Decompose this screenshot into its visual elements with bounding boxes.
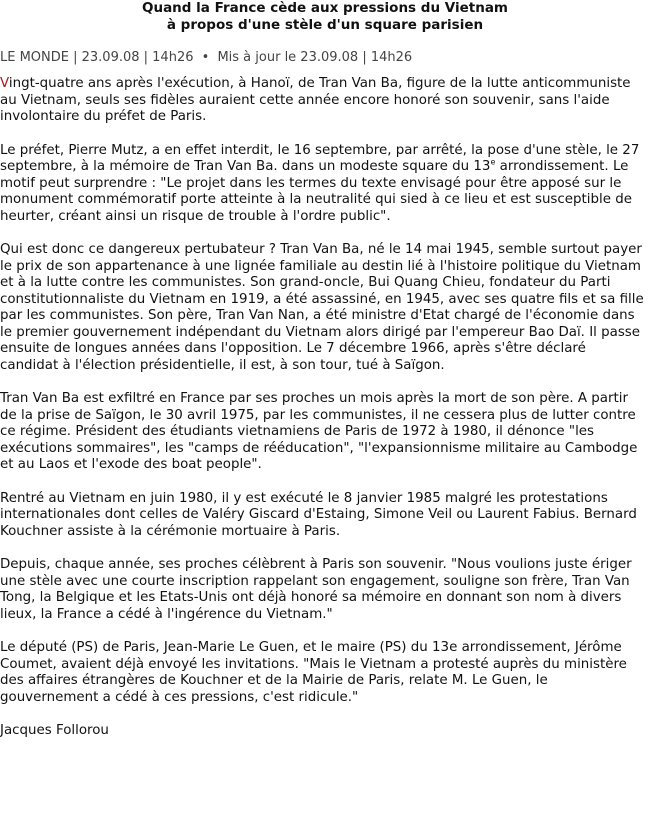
article-headline xyxy=(0,0,650,34)
paragraph-5: Rentré au Vietnam en juin 1980, il y est exécuté le 8 janvier 1985 malgré les protestations internationales dont celles de Valéry Giscard d'Estaing, Simone Veil ou Laurent Fabius. Bernard Kouchner assiste à la cérémonie mortuaire à Paris. xyxy=(0,490,637,539)
paragraph-4: Tran Van Ba est exfiltré en France par ses proches un mois après la mort de son père. A partir de la prise de Saïgon, le 30 avril 1975, par les communistes, il ne cessera plus de lutter contre ce régime. Président des étudiants vietnamiens de Paris de 1972 à 1980, il dénonce "les exécutions sommaires", les "camps de rééducation", "l'expansionnisme militaire au Cambodge et au Laos et l'exode des boat people". xyxy=(0,391,638,472)
paragraph-1 xyxy=(0,76,646,126)
source-dateline: LE MONDE | 23.09.08 | 14h26 xyxy=(0,50,194,65)
paragraph-2-text-a: Le préfet, Pierre Mutz, a en effet interdit, le 16 septembre, par arrêté, la pose d'une stèle, le 27 septembre, à la mémoire de Tran Van Ba. dans un modeste square du 13 xyxy=(0,142,640,174)
paragraph-2 xyxy=(0,143,646,226)
paragraph-2-text-b: arrondissement. Le motif peut surprendre : "Le projet dans les termes du texte envisagé pour être apposé sur le monument commémoratif porte atteinte à la neutralité qui sied à ce lieu et est susceptible de heurter, créant ainsi un risque de trouble à l'ordre public". xyxy=(0,159,632,224)
paragraph-7: Le député (PS) de Paris, Jean-Marie Le Guen, et le maire (PS) du 13e arrondissement, Jérôme Coumet, avaient déjà envoyé les invitations. "Mais le Vietnam a protesté auprès du ministère des affaires étrangères de Kouchner et de la Mairie de Paris, relate M. Le Guen, le gouvernement a cédé à ces pressions, c'est ridicule." xyxy=(0,640,627,705)
update-dateline: Mis à jour le 23.09.08 | 14h26 xyxy=(217,50,413,65)
article-meta xyxy=(0,50,650,65)
paragraph-3: Qui est donc ce dangereux pertubateur ? Tran Van Ba, né le 14 mai 1945, semble surtout payer le prix de son appartenance à une lignée familiale au destin lié à l'histoire politique du Vietnam et à la lutte contre les communistes. Son grand-oncle, Bui Quang Chieu, fondateur du Parti constitutionnaliste du Vietnam en 1919, a été assassiné, en 1945, avec ses quatre fils et sa fille par les communistes. Son père, Tran Van Nan, a été ministre d'Etat chargé de l'économie dans le premier gouvernement indépendant du Vietnam alors dirigé par l'empereur Bao Daï. Il passe ensuite de longues années dans l'opposition. Le 7 décembre 1966, après s'être déclaré candidat à l'élection présidentielle, il est, à son tour, tué à Saïgon. xyxy=(0,242,644,373)
meta-separator: • xyxy=(201,50,210,65)
headline-line-2: à propos d'une stèle d'un square parisien xyxy=(166,17,484,33)
ordinal-superscript: e xyxy=(490,157,496,167)
paragraph-1-text: ingt-quatre ans après l'exécution, à Hanoï, de Tran Van Ba, figure de la lutte anticommuniste au Vietnam, seuls ses fidèles auraient cette année encore honoré son souvenir, sans l'aide involontaire du préfet de Paris. xyxy=(0,76,631,124)
drop-cap-letter: V xyxy=(0,76,9,91)
author-signature: Jacques Follorou xyxy=(0,723,109,738)
paragraph-6: Depuis, chaque année, ses proches célèbrent à Paris son souvenir. "Nous voulions juste ériger une stèle avec une courte inscription rappelant son engagement, souligne son frère, Tran Van Tong, la Belgique et les Etats-Unis ont déjà honoré sa mémoire en donnant son nom à divers lieux, la France a cédé à l'ingérence du Vietnam." xyxy=(0,557,632,622)
article-body xyxy=(0,76,646,757)
headline-line-1: Quand la France cède aux pressions du Vietnam xyxy=(141,0,509,16)
